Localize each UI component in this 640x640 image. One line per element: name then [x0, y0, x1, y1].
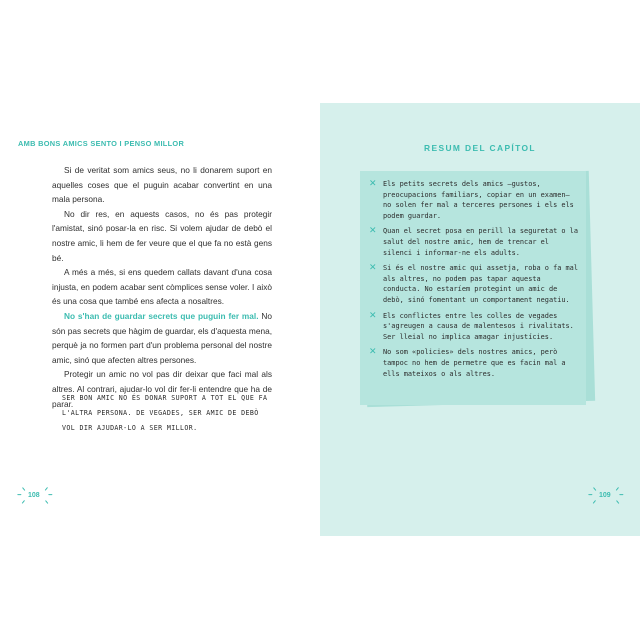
summary-title: RESUM DEL CAPÍTOL [424, 143, 536, 153]
paragraph-4-rest: No són pas secrets que hàgim de guardar, els d'aquesta mena, perquè ja no formen part d'un problema personal del nostre amic, sinó que afecten altres persones. [52, 310, 272, 365]
summary-item: ✕ Els conflictes entre les colles de vegades s'agreugen a causa de malentesos i rivalitats. Ser lleial no implica amagar injustícies. [369, 310, 574, 341]
running-head: AMB BONS AMICS SENTO I PENSO MILLOR [18, 139, 185, 148]
paragraph-3: A més a més, si ens quedem callats davant d'una cosa injusta, en podem acabar sent còmplices sense voler. I això és una cosa que també ens afecta a nosaltres. [52, 267, 272, 307]
left-page [0, 103, 320, 536]
paragraph-2: No dir res, en aquests casos, no és pas protegir l'amistat, sinó posar-la en risc. Si volem ajudar de debò el nostre amic, li hem de fer veure que el que fa no està gens bé. [52, 208, 272, 263]
x-mark-icon: ✕ [369, 226, 377, 237]
highlighted-sentence: No s'han de guardar secrets que puguin fer mal. [64, 310, 259, 321]
body-text [52, 163, 272, 411]
summary-item: ✕ Els petits secrets dels amics —gustos, preocupacions familiars, copiar en un examen— no solen fer mal a terceres persones i els els podem guardar. [369, 179, 574, 220]
summary-item: ✕ Quan el secret posa en perill la seguretat o la salut del nostre amic, hem de trencar el silenci i informar-ne els adults. [369, 226, 578, 257]
summary-item: ✕ Si és el nostre amic qui assetja, roba o fa mal als altres, no podem pas tapar aquesta conducta. No estaríem protegint un amic de debò, sinó fomentant un comportament negatiu. [369, 263, 578, 304]
right-page [320, 103, 640, 536]
x-mark-icon: ✕ [369, 179, 377, 189]
x-mark-icon: ✕ [369, 263, 377, 274]
paragraph-4 [52, 309, 272, 367]
summary-list [368, 179, 580, 384]
x-mark-icon: ✕ [369, 347, 377, 358]
paragraph-5: Protegir un amic no vol pas dir deixar que faci mal als altres. Al contrari, ajudar-lo vol dir fer-li entendre que ha de parar. [52, 369, 272, 409]
handwritten-note: SER BON AMIC NO ÉS DONAR SUPORT A TOT EL QUE FA L'ALTRA PERSONA. DE VEGADES, SER AMIC DE DEBÒ VOL DIR AJUDAR-LO A SER MILLOR. [62, 394, 268, 432]
summary-card [360, 171, 586, 405]
x-mark-icon: ✕ [369, 310, 377, 321]
summary-item: ✕ No som «policies» dels nostres amics, però tampoc no hem de permetre que es facin mal a ells mateixos o als altres. [369, 347, 566, 378]
page-number-left: 108 [28, 492, 40, 499]
page-number-right: 109 [599, 492, 611, 499]
book-spread [0, 103, 640, 536]
paragraph-1: Si de veritat som amics seus, no li donarem suport en aquelles coses que el puguin acabar convertint en una mala persona. [52, 165, 272, 205]
